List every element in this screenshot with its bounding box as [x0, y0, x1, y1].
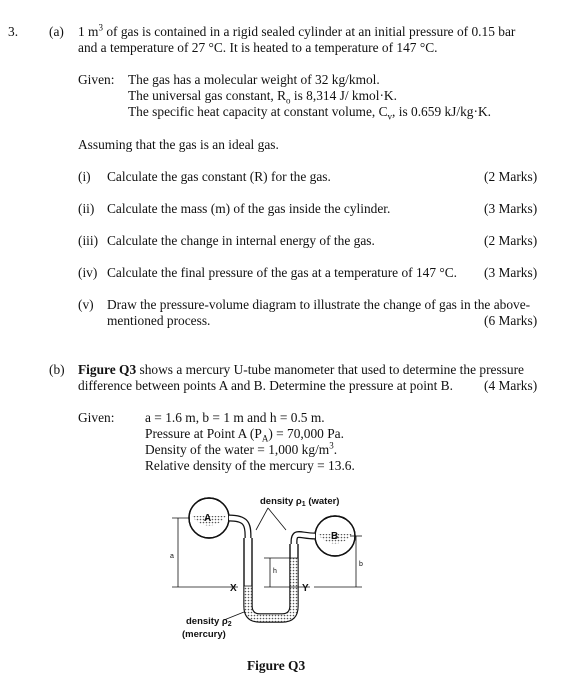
water-label-leader — [268, 508, 286, 530]
sub-question-text: Calculate the gas constant (R) for the gas. — [107, 169, 331, 184]
part-b-marks: (4 Marks) — [484, 378, 538, 393]
part-a-assumption: Assuming that the gas is an ideal gas. — [78, 137, 279, 152]
part-a-given-label: Given: — [78, 72, 115, 87]
figure-caption: Figure Q3 — [247, 658, 306, 673]
mercury-label: (mercury) — [182, 629, 226, 640]
part-a-given-3: The specific heat capacity at constant volume, $C_v$, is 0.659 kJ/kg·K. — [128, 104, 491, 122]
sub-question-text: Calculate the mass (m) of the gas inside the cylinder. — [107, 201, 391, 216]
part-b-given-2: Pressure at Point A $(P_A) = 70,000$ Pa. — [145, 426, 344, 444]
sub-question-text: Draw the pressure-volume diagram to illustrate the change of gas in the above- — [107, 297, 531, 312]
part-b-given-1: a = 1.6 m, b = 1 m and h = 0.5 m. — [145, 410, 325, 425]
sub-question-marks: (3 Marks) — [484, 201, 538, 216]
sub-question-marks: (2 Marks) — [484, 233, 538, 248]
mercury-density-label: density $\rho_2$ — [186, 616, 232, 628]
part-b-given-label: Given: — [78, 410, 115, 425]
part-a-label: (a) — [49, 24, 64, 39]
part-b-line-2: difference between points A and B. Determine the pressure at point B. — [78, 378, 453, 393]
manometer-figure — [160, 488, 390, 648]
sub-question-num: (iv) — [78, 265, 98, 280]
dim-h-label: h — [273, 568, 277, 575]
sub-question-marks: (3 Marks) — [484, 265, 538, 280]
water-label-leader — [256, 508, 268, 530]
point-a-label: A — [204, 513, 212, 524]
part-a-line-2: and a temperature of 27 °C. It is heated to a temperature of 147 °C. — [78, 40, 438, 55]
sub-question-num: (v) — [78, 297, 94, 312]
part-a-given-1: The gas has a molecular weight of 32 kg/kmol. — [128, 72, 380, 87]
dim-a-label: a — [170, 553, 174, 560]
sub-question-num: (iii) — [78, 233, 99, 248]
sub-question-marks: (2 Marks) — [484, 169, 538, 184]
sub-question-num: (ii) — [78, 201, 95, 216]
part-b-given-3: Density of the water = 1,000 $kg/m^3$. — [145, 440, 338, 457]
water-density-label: density $\rho_1$ (water) — [260, 496, 340, 508]
sub-question-num: (i) — [78, 169, 91, 184]
point-y-label: Y — [302, 583, 309, 594]
u-tube — [252, 538, 290, 614]
sub-question-text: Calculate the final pressure of the gas at a temperature of 147 °C. — [107, 265, 458, 280]
part-a-line-1: 1 $m^3$ of gas is contained in a rigid sealed cylinder at an initial pressure of 0.15 bar — [78, 22, 516, 39]
point-b-label: B — [331, 531, 339, 542]
part-b-line-1: Figure Q3 shows a mercury U-tube manometer that used to determine the pressure — [78, 362, 524, 377]
sub-question-text-cont: mentioned process. — [107, 313, 211, 328]
part-b-given-4: Relative density of the mercury = 13.6. — [145, 458, 355, 473]
part-a-given-2: The universal gas constant, $R_o$ is 8,314 J/ kmol·K. — [128, 88, 397, 106]
point-x-label: X — [230, 583, 237, 594]
dim-b-label: b — [359, 561, 363, 568]
question-number: 3. — [8, 24, 19, 39]
part-b-label: (b) — [49, 362, 65, 377]
sub-question-marks: (6 Marks) — [484, 313, 538, 328]
sub-question-text: Calculate the change in internal energy of the gas. — [107, 233, 375, 248]
